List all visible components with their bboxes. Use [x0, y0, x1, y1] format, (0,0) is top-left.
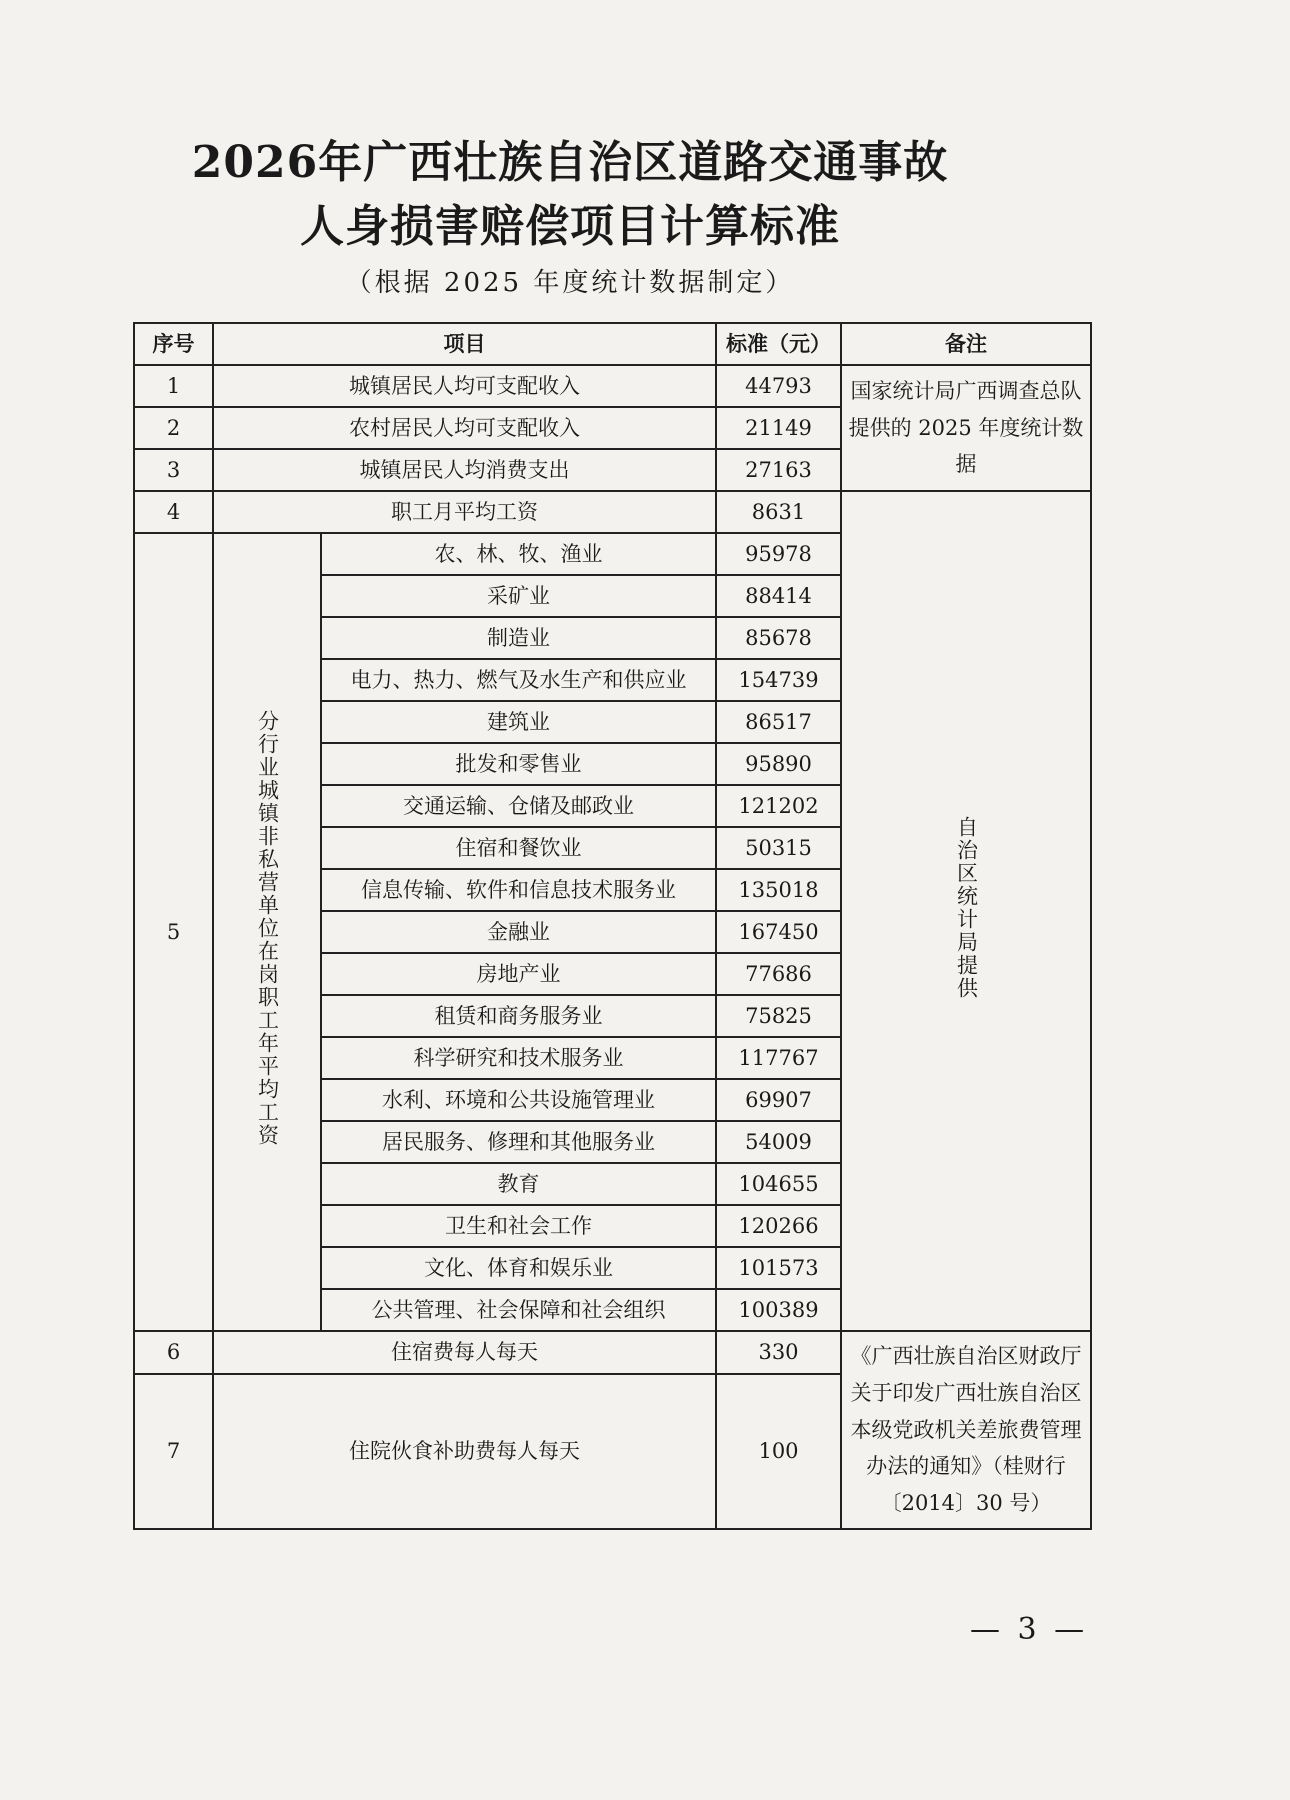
row-no: 3 — [134, 449, 213, 491]
industry-name: 卫生和社会工作 — [321, 1205, 716, 1247]
title-line-1: 2026年广西壮族自治区道路交通事故 — [191, 137, 949, 188]
note-rows-4-5 — [841, 491, 1091, 1331]
row-no: 4 — [134, 491, 213, 533]
industry-value: 85678 — [716, 617, 841, 659]
industry-value: 86517 — [716, 701, 841, 743]
industry-name: 电力、热力、燃气及水生产和供应业 — [321, 659, 716, 701]
row-no: 1 — [134, 365, 213, 407]
industry-value: 101573 — [716, 1247, 841, 1289]
page-number: — 3 — — [970, 1612, 1089, 1647]
industry-name: 制造业 — [321, 617, 716, 659]
header-standard: 标准（元） — [716, 323, 841, 365]
row-value: 27163 — [716, 449, 841, 491]
note-rows-6-7: 《广西壮族自治区财政厅关于印发广西壮族自治区本级党政机关差旅费管理办法的通知》（桂财行〔2014〕30 号） — [841, 1331, 1091, 1529]
industry-value: 167450 — [716, 911, 841, 953]
row-no: 6 — [134, 1331, 213, 1374]
note-rows-4-5-text: 自治区统计局提供 — [954, 815, 979, 1000]
table-row — [134, 491, 1091, 533]
row-value: 21149 — [716, 407, 841, 449]
header-row — [134, 323, 1091, 365]
row-item: 城镇居民人均消费支出 — [213, 449, 716, 491]
row-value: 8631 — [716, 491, 841, 533]
row-item: 农村居民人均可支配收入 — [213, 407, 716, 449]
industry-value: 77686 — [716, 953, 841, 995]
industry-name: 科学研究和技术服务业 — [321, 1037, 716, 1079]
industry-name: 金融业 — [321, 911, 716, 953]
subtitle: （根据 2025 年度统计数据制定） — [345, 268, 795, 298]
industry-name: 信息传输、软件和信息技术服务业 — [321, 869, 716, 911]
industry-name: 居民服务、修理和其他服务业 — [321, 1121, 716, 1163]
header-no: 序号 — [134, 323, 213, 365]
row-item: 住院伙食补助费每人每天 — [213, 1374, 716, 1529]
row-value: 44793 — [716, 365, 841, 407]
row-item: 职工月平均工资 — [213, 491, 716, 533]
row-no: 2 — [134, 407, 213, 449]
industry-name: 公共管理、社会保障和社会组织 — [321, 1289, 716, 1331]
industry-name: 住宿和餐饮业 — [321, 827, 716, 869]
industry-value: 135018 — [716, 869, 841, 911]
industry-name: 水利、环境和公共设施管理业 — [321, 1079, 716, 1121]
industry-name: 租赁和商务服务业 — [321, 995, 716, 1037]
industry-value: 117767 — [716, 1037, 841, 1079]
note-rows-1-3: 国家统计局广西调查总队提供的 2025 年度统计数据 — [841, 365, 1091, 491]
industry-value: 88414 — [716, 575, 841, 617]
industry-value: 120266 — [716, 1205, 841, 1247]
standards-table — [133, 322, 1092, 1530]
industry-name: 教育 — [321, 1163, 716, 1205]
industry-value: 69907 — [716, 1079, 841, 1121]
industry-group-label-cell — [213, 533, 321, 1331]
row-item: 住宿费每人每天 — [213, 1331, 716, 1374]
row-value: 330 — [716, 1331, 841, 1374]
industry-value: 154739 — [716, 659, 841, 701]
industry-value: 75825 — [716, 995, 841, 1037]
industry-name: 房地产业 — [321, 953, 716, 995]
industry-name: 文化、体育和娱乐业 — [321, 1247, 716, 1289]
industry-value: 104655 — [716, 1163, 841, 1205]
table-row — [134, 1331, 1091, 1374]
industry-value: 95978 — [716, 533, 841, 575]
row-value: 100 — [716, 1374, 841, 1529]
row-no: 5 — [134, 533, 213, 1331]
header-item: 项目 — [213, 323, 716, 365]
table-row — [134, 365, 1091, 407]
industry-name: 建筑业 — [321, 701, 716, 743]
row-item: 城镇居民人均可支配收入 — [213, 365, 716, 407]
title-line-2: 人身损害赔偿项目计算标准 — [300, 201, 840, 252]
industry-value: 100389 — [716, 1289, 841, 1331]
industry-name: 批发和零售业 — [321, 743, 716, 785]
industry-value: 54009 — [716, 1121, 841, 1163]
header-note: 备注 — [841, 323, 1091, 365]
industry-value: 50315 — [716, 827, 841, 869]
industry-value: 121202 — [716, 785, 841, 827]
row-no: 7 — [134, 1374, 213, 1529]
industry-name: 采矿业 — [321, 575, 716, 617]
industry-value: 95890 — [716, 743, 841, 785]
industry-group-label: 分行业城镇非私营单位在岗职工年平均工资 — [255, 710, 280, 1148]
industry-name: 交通运输、仓储及邮政业 — [321, 785, 716, 827]
industry-name: 农、林、牧、渔业 — [321, 533, 716, 575]
